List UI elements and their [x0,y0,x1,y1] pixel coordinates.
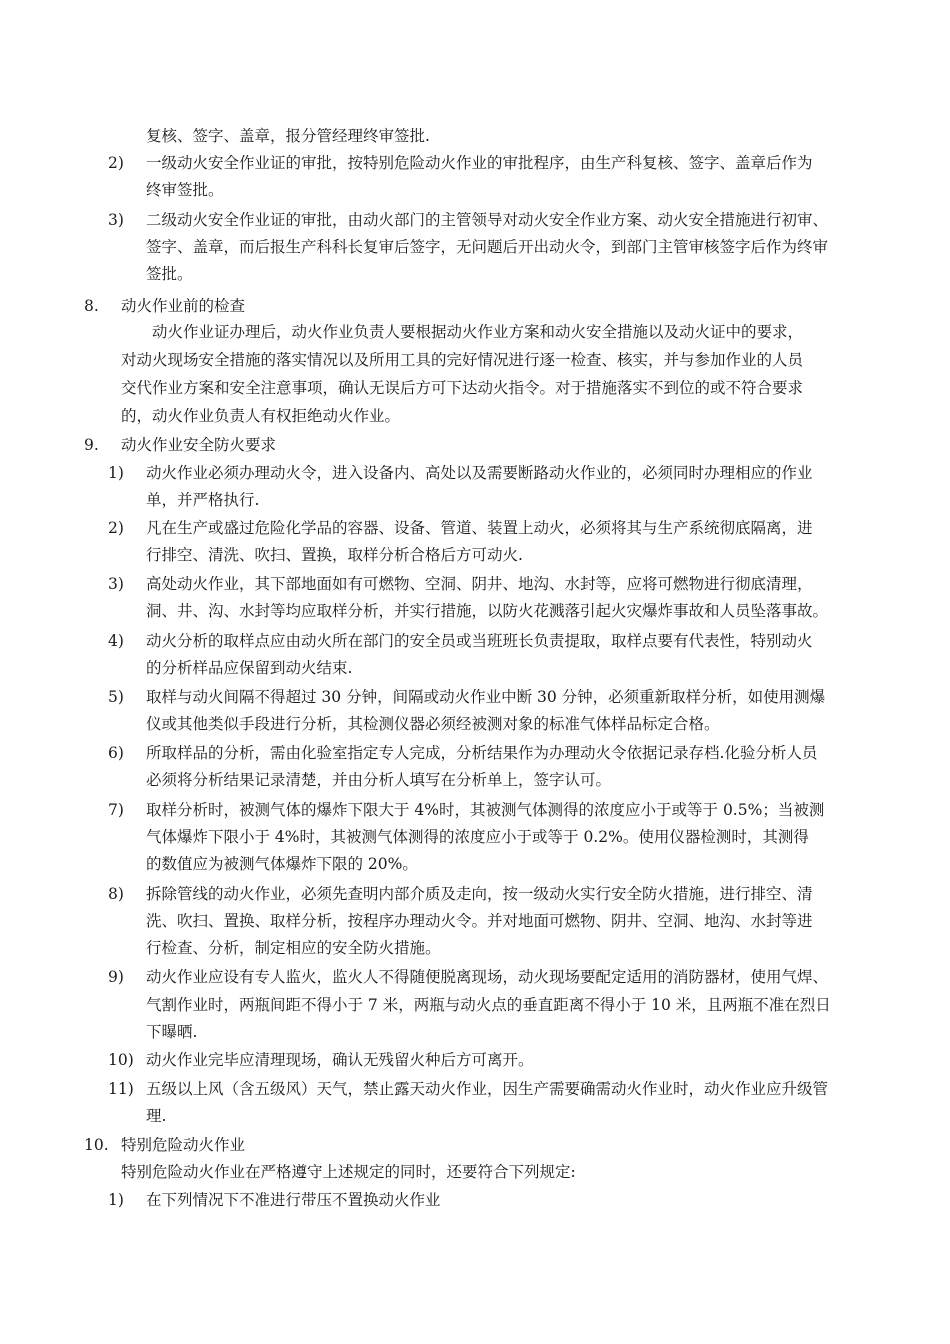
item-line: 签批。 [146,265,193,283]
item-label: 1) [108,464,124,482]
paragraph-line: 动火作业证办理后，动火作业负责人要根据动火作业方案和动火安全措施以及动火证中的要求， [152,323,804,341]
item-line: 五级以上风（含五级风）天气，禁止露天动火作业，因生产需要确需动火作业时，动火作业应升级管 [146,1080,829,1098]
item-label: 9) [108,968,124,986]
item-line: 理. [146,1107,167,1125]
item-line: 必须将分析结果记录清楚，并由分析人填写在分析单上，签字认可。 [146,771,612,789]
item-line: 动火作业应设有专人监火，监火人不得随便脱离现场，动火现场要配定适用的消防器材，使用气焊、 [146,968,829,986]
item-line: 动火作业必须办理动火令，进入设备内、高处以及需要断路动火作业的，必须同时办理相应的作业 [146,464,813,482]
section-intro: 特别危险动火作业在严格遵守上述规定的同时，还要符合下列规定: [121,1163,576,1181]
item-line: 所取样品的分析，需由化验室指定专人完成，分析结果作为办理动火令依据记录存档.化验分析人员 [146,744,818,762]
item-label: 4) [108,632,124,650]
section-title: 特别危险动火作业 [121,1136,246,1154]
item-line: 行检查、分析，制定相应的安全防火措施。 [146,939,441,957]
item-line: 洞、井、沟、水封等均应取样分析，并实行措施，以防火花溅落引起火灾爆炸事故和人员坠落事故。 [146,602,829,620]
item-label: 10) [108,1051,134,1069]
item-line: 一级动火安全作业证的审批，按特别危险动火作业的审批程序，由生产科复核、签字、盖章后作为 [146,154,813,172]
item-label: 1) [108,1191,124,1209]
item-label: 2) [108,154,124,172]
item-label: 3) [108,575,124,593]
item-line: 签字、盖章，而后报生产科科长复审后签字，无问题后开出动火令，到部门主管审核签字后作为终审 [146,238,829,256]
item-line: 高处动火作业，其下部地面如有可燃物、空洞、阴井、地沟、水封等，应将可燃物进行彻底清理， [146,575,813,593]
section-number: 8. [84,297,99,315]
item-line: 行排空、清洗、吹扫、置换，取样分析合格后方可动火. [146,546,523,564]
continuation-line: 复核、签字、盖章，报分管经理终审签批. [146,127,430,145]
item-line: 单，并严格执行. [146,491,260,509]
paragraph-line: 交代作业方案和安全注意事项，确认无误后方可下达动火指令。对于措施落实不到位的或不符合要求 [121,379,804,397]
item-label: 5) [108,688,124,706]
item-label: 3) [108,211,124,229]
item-label: 8) [108,885,124,903]
section-number: 9. [84,436,99,454]
item-line: 的数值应为被测气体爆炸下限的 20%。 [146,855,418,873]
item-line: 终审签批。 [146,181,224,199]
item-line: 仪或其他类似手段进行分析，其检测仪器必须经被测对象的标准气体样品标定合格。 [146,715,720,733]
item-label: 7) [108,801,124,819]
item-line: 动火作业完毕应清理现场，确认无残留火种后方可离开。 [146,1051,534,1069]
item-line: 在下列情况下不准进行带压不置换动火作业 [146,1191,441,1209]
paragraph-line: 的，动火作业负责人有权拒绝动火作业。 [121,407,401,425]
item-line: 的分析样品应保留到动火结束. [146,659,353,677]
item-line: 下曝晒. [146,1023,198,1041]
item-line: 取样与动火间隔不得超过 30 分钟，间隔或动火作业中断 30 分钟，必须重新取样分析，如使用测爆 [146,688,826,706]
item-label: 2) [108,519,124,537]
item-line: 气体爆炸下限小于 4%时，其被测气体测得的浓度应小于或等于 0.2%。使用仪器检测时，其测得 [146,828,809,846]
item-label: 11) [108,1080,134,1098]
section-title: 动火作业安全防火要求 [121,436,277,454]
item-line: 气割作业时，两瓶间距不得小于 7 米，两瓶与动火点的垂直距离不得小于 10 米，且两瓶不准在烈日 [146,996,831,1014]
item-line: 动火分析的取样点应由动火所在部门的安全员或当班班长负责提取，取样点要有代表性，特别动火 [146,632,813,650]
item-line: 拆除管线的动火作业，必须先查明内部介质及走向，按一级动火实行安全防火措施，进行排空、清 [146,885,813,903]
item-label: 6) [108,744,124,762]
item-line: 二级动火安全作业证的审批，由动火部门的主管领导对动火安全作业方案、动火安全措施进行初审、 [146,211,829,229]
paragraph-line: 对动火现场安全措施的落实情况以及所用工具的完好情况进行逐一检查、核实，并与参加作业的人员 [121,351,804,369]
section-title: 动火作业前的检查 [121,297,246,315]
item-line: 凡在生产或盛过危险化学品的容器、设备、管道、装置上动火，必须将其与生产系统彻底隔离，进 [146,519,813,537]
section-number: 10. [84,1136,109,1154]
item-line: 取样分析时，被测气体的爆炸下限大于 4%时，其被测气体测得的浓度应小于或等于 0.5%；当被测 [146,801,825,819]
item-line: 洗、吹扫、置换、取样分析，按程序办理动火令。并对地面可燃物、阴井、空洞、地沟、水封等进 [146,912,813,930]
